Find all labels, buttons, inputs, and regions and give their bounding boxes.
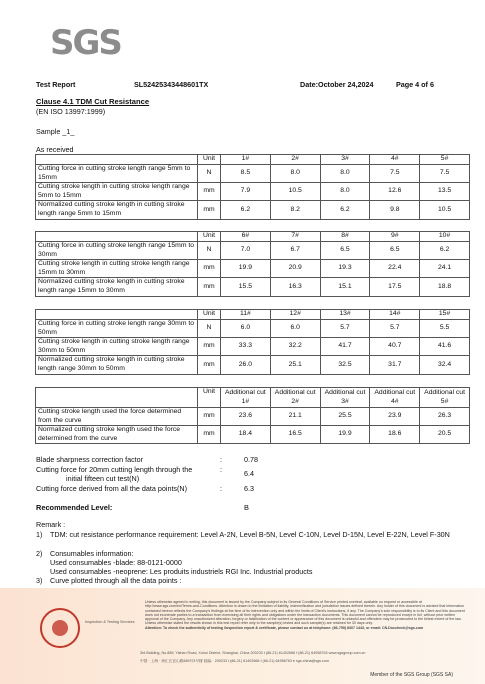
sgs-logo (50, 18, 121, 63)
cell-value: 23.6 (221, 408, 271, 426)
cell-value: 6.5 (370, 242, 420, 260)
row-label: Cutting stroke length used the force determined from the curve (36, 408, 198, 426)
row-unit: mm (198, 260, 221, 278)
remark-number: 1) (36, 530, 43, 539)
row-label: Cutting stroke length in cutting stroke length range 15mm to 30mm (36, 260, 198, 278)
header-cut: Additional cut 2# (270, 388, 320, 408)
footer-address-en: 3rd Building, No.889, Yishan Road, Xuhui District, Shanghai, China 200233 t (86-21) 61402666 f (86-21) 64958763 www.sgsgroup.com.cn (140, 651, 366, 655)
results-table-group-1 (35, 154, 470, 220)
row-unit: N (198, 165, 221, 183)
cell-value: 25.1 (270, 356, 320, 374)
header-unit: Unit (198, 232, 221, 242)
header-cut: 13# (320, 310, 370, 320)
header-cut: 10# (420, 232, 470, 242)
recommended-level-label: Recommended Level: (36, 503, 113, 512)
header-blank (36, 310, 198, 320)
header-cut: 12# (270, 310, 320, 320)
cell-value: 8.5 (221, 165, 271, 183)
cell-value: 32.4 (420, 356, 470, 374)
standard-reference: (EN ISO 13997:1999) (36, 107, 106, 116)
cell-value: 19.9 (320, 426, 370, 444)
header-cut: 15# (420, 310, 470, 320)
cell-value: 10.5 (420, 201, 470, 219)
cell-value: 8.0 (270, 165, 320, 183)
summary-sharpness-label: Blade sharpness correction factor (36, 455, 144, 464)
header-cut: 5# (420, 155, 470, 165)
remark-text: Consumables information: (50, 549, 134, 558)
row-unit: mm (198, 338, 221, 356)
header-cut: Additional cut 3# (320, 388, 370, 408)
row-label: Cutting force in cutting stroke length range 5mm to 15mm (36, 165, 198, 183)
table-row (36, 260, 470, 278)
summary-colon: : (220, 455, 222, 464)
recommended-level-value: B (244, 503, 249, 512)
remark-number: 2) (36, 549, 43, 558)
summary-force20-value: 6.4 (244, 469, 254, 478)
cell-value: 40.7 (370, 338, 420, 356)
report-date: Date:October 24,2024 (300, 80, 374, 89)
table-row (36, 183, 470, 201)
table-header-row (36, 388, 470, 408)
row-label: Normalized cutting stroke length in cutting stroke length range 30mm to 50mm (36, 356, 198, 374)
cell-value: 7.5 (370, 165, 420, 183)
cell-value: 20.5 (420, 426, 470, 444)
remark-number: 3) (36, 576, 43, 585)
cell-value: 18.4 (221, 426, 271, 444)
sgs-logo-text: SGS (50, 23, 121, 63)
cell-value: 26.0 (221, 356, 271, 374)
summary-force20-label-cont: initial fifteen cut test(N) (66, 474, 140, 483)
cell-value: 12.6 (370, 183, 420, 201)
header-cut: Additional cut 4# (370, 388, 420, 408)
remark-item (36, 576, 461, 586)
cell-value: 24.1 (420, 260, 470, 278)
table-row (36, 426, 470, 444)
header-cut: 3# (320, 155, 370, 165)
cell-value: 22.4 (370, 260, 420, 278)
table-header-row (36, 232, 470, 242)
summary-derived-value: 6.3 (244, 484, 254, 493)
cell-value: 9.8 (370, 201, 420, 219)
row-label: Cutting stroke length in cutting stroke length range 30mm to 50mm (36, 338, 198, 356)
cell-value: 5.7 (370, 320, 420, 338)
cell-value: 32.2 (270, 338, 320, 356)
table-header-row (36, 155, 470, 165)
results-table-group-2 (35, 231, 470, 297)
summary-colon: : (220, 484, 222, 493)
row-unit: mm (198, 278, 221, 296)
row-label: Cutting stroke length in cutting stroke length range 5mm to 15mm (36, 183, 198, 201)
table-row (36, 338, 470, 356)
cell-value: 31.7 (370, 356, 420, 374)
cell-value: 18.6 (370, 426, 420, 444)
row-unit: mm (198, 408, 221, 426)
results-table-additional (35, 387, 470, 444)
footer-disclaimer (145, 600, 465, 630)
cell-value: 17.5 (370, 278, 420, 296)
summary-derived-label: Cutting force derived from all the data points(N) (36, 484, 188, 493)
header-unit: Unit (198, 310, 221, 320)
seal-caption: Inspection & Testing Services (85, 620, 135, 624)
header-cut: 8# (320, 232, 370, 242)
cell-value: 7.9 (221, 183, 271, 201)
cell-value: 6.0 (221, 320, 271, 338)
cell-value: 19.3 (320, 260, 370, 278)
cell-value: 7.0 (221, 242, 271, 260)
row-label: Normalized cutting stroke length used the force determined from the curve (36, 426, 198, 444)
cell-value: 6.2 (420, 242, 470, 260)
cell-value: 5.5 (420, 320, 470, 338)
table-row (36, 242, 470, 260)
header-unit: Unit (198, 155, 221, 165)
cell-value: 16.5 (270, 426, 320, 444)
report-number: SL52425343448601TX (134, 80, 209, 89)
footer-address-cn: 中国 · 上海 · 徐汇区宜山路889号3号楼 邮编：200233 t (86-21) 61402666 f (86-21) 64958763 e sgs.china@sgs.com (140, 659, 330, 663)
cell-value: 8.2 (270, 201, 320, 219)
header-unit: Unit (198, 388, 221, 408)
seal-center-icon (52, 620, 68, 636)
remark-item (36, 530, 461, 540)
authenticity-notice: Attention: To check the authenticity of testing /inspection report & certificate, please contact us at telephone: (86-755) 8307 1443, or email: CN.Doccheck@sgs.com (145, 625, 424, 630)
remark-text: Curve plotted through all the data points : (50, 576, 182, 585)
cell-value: 20.9 (270, 260, 320, 278)
cell-value: 33.3 (221, 338, 271, 356)
cell-value: 25.5 (320, 408, 370, 426)
sample-id: Sample _1_ (36, 127, 75, 136)
results-table-group-3 (35, 309, 470, 375)
header-cut: 6# (221, 232, 271, 242)
row-unit: mm (198, 183, 221, 201)
header-cut: 2# (270, 155, 320, 165)
cell-value: 41.6 (420, 338, 470, 356)
header-blank (36, 232, 198, 242)
row-label: Cutting force in cutting stroke length range 15mm to 30mm (36, 242, 198, 260)
header-cut: 7# (270, 232, 320, 242)
cell-value: 19.9 (221, 260, 271, 278)
header-cut: 4# (370, 155, 420, 165)
table-row (36, 201, 470, 219)
cell-value: 6.7 (270, 242, 320, 260)
table-row (36, 356, 470, 374)
header-cut: 9# (370, 232, 420, 242)
cell-value: 23.9 (370, 408, 420, 426)
row-unit: mm (198, 426, 221, 444)
cell-value: 6.2 (221, 201, 271, 219)
cell-value: 6.2 (320, 201, 370, 219)
cell-value: 15.5 (221, 278, 271, 296)
cell-value: 15.1 (320, 278, 370, 296)
header-cut: 1# (221, 155, 271, 165)
remark-text: TDM: cut resistance performance requirement: Level A-2N, Level B-5N, Level C-10N, Level D-15N, Level E-22N, Level F-30N (50, 530, 450, 539)
header-cut: Additional cut 5# (420, 388, 470, 408)
header-cut: Additional cut 1# (221, 388, 271, 408)
row-label: Cutting force in cutting stroke length range 30mm to 50mm (36, 320, 198, 338)
row-unit: mm (198, 201, 221, 219)
cell-value: 8.0 (320, 183, 370, 201)
cell-value: 21.1 (270, 408, 320, 426)
sample-state: As received (36, 145, 74, 154)
cell-value: 10.5 (270, 183, 320, 201)
cell-value: 32.5 (320, 356, 370, 374)
table-row (36, 278, 470, 296)
summary-colon: : (220, 465, 222, 474)
row-unit: N (198, 242, 221, 260)
summary-sharpness-value: 0.78 (244, 455, 258, 464)
cell-value: 16.3 (270, 278, 320, 296)
cell-value: 8.0 (320, 165, 370, 183)
row-unit: N (198, 320, 221, 338)
summary-force20-label: Cutting force for 20mm cutting length through the (36, 465, 193, 474)
header-blank (36, 155, 198, 165)
row-label: Normalized cutting stroke length in cutting stroke length range 5mm to 15mm (36, 201, 198, 219)
table-row (36, 320, 470, 338)
section-title: Clause 4.1 TDM Cut Resistance (36, 97, 150, 106)
cell-value: 41.7 (320, 338, 370, 356)
row-label: Normalized cutting stroke length in cutting stroke length range 15mm to 30mm (36, 278, 198, 296)
header-cut: 14# (370, 310, 420, 320)
cell-value: 6.5 (320, 242, 370, 260)
disclaimer-text: Unless otherwise agreed in writing, this document is issued by the Company subject to its General Conditions of Service printed overleaf, available on request or accessible at http://www.sgs.com/en/Terms-and-Conditions. Attention is drawn to the limitation of liability, indemnification and jurisdiction issues defined therein. Any holder of this document is advised that information contained hereon reflects the Company's findings at the time of its intervention only and within the limits of Client's instructions, if any. The Company's sole responsibility is to its Client and this document does not exonerate parties to a transaction from exercising all their rights and obligations under the transaction documents. This document cannot be reproduced except in full, without prior written approval of the Company. Any unauthorized alteration, forgery or falsification of the content or appearance of this document is unlawful and offenders may be prosecuted to the fullest extent of the law. Unless otherwise stated the results shown in this test report refer only to the sample(s) tested and such sample(s) are retained for 30 days only. (145, 600, 465, 626)
cell-value: 26.3 (420, 408, 470, 426)
row-unit: mm (198, 356, 221, 374)
remark-title: Remark : (36, 520, 66, 529)
remark-text: Used consumables -blade: 88-0121-0000 (50, 558, 182, 567)
cell-value: 18.8 (420, 278, 470, 296)
report-label: Test Report (36, 80, 76, 89)
cell-value: 13.5 (420, 183, 470, 201)
page-number: Page 4 of 6 (396, 80, 434, 89)
cell-value: 7.5 (420, 165, 470, 183)
header-cut: 11# (221, 310, 271, 320)
table-header-row (36, 310, 470, 320)
table-row (36, 408, 470, 426)
remark-text: Used consumables -neoprene: Les produits industriels RGI Inc. Industrial products (50, 567, 313, 576)
table-row (36, 165, 470, 183)
cell-value: 5.7 (320, 320, 370, 338)
header-blank (36, 388, 198, 408)
cell-value: 6.0 (270, 320, 320, 338)
member-note: Member of the SGS Group (SGS SA) (370, 672, 453, 678)
